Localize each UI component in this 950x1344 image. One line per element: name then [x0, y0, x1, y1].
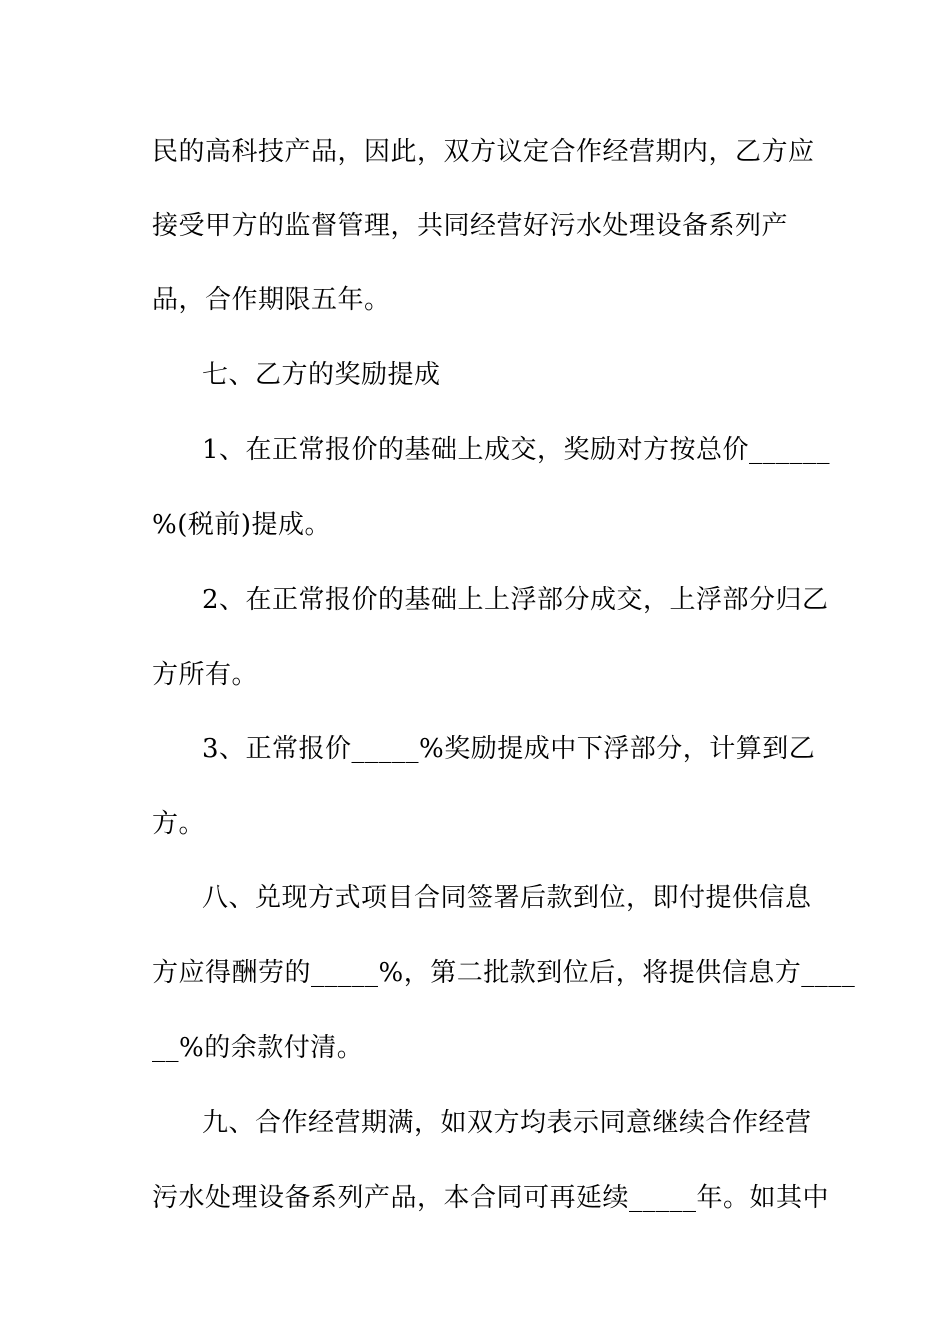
paragraph-line-9: 3、正常报价_____%奖励提成中下浮部分，计算到乙	[202, 734, 816, 764]
paragraph-line-15: 污水处理设备系列产品，本合同可再延续_____年。如其中	[152, 1183, 830, 1213]
paragraph-line-7: 2、在正常报价的基础上上浮部分成交，上浮部分归乙	[202, 585, 829, 615]
paragraph-line-1: 民的高科技产品，因此，双方议定合作经营期内，乙方应	[152, 137, 815, 167]
paragraph-line-13: __%的余款付清。	[152, 1033, 364, 1063]
paragraph-line-6: %(税前)提成。	[152, 510, 331, 540]
paragraph-line-12: 方应得酬劳的_____%，第二批款到位后，将提供信息方____	[152, 958, 856, 988]
section-heading-9: 九、合作经营期满，如双方均表示同意继续合作经营	[202, 1108, 812, 1138]
paragraph-line-8: 方所有。	[152, 660, 259, 690]
paragraph-line-10: 方。	[152, 809, 206, 839]
paragraph-line-2: 接受甲方的监督管理，共同经营好污水处理设备系列产	[152, 211, 789, 241]
section-heading-7: 七、乙方的奖励提成	[202, 360, 441, 390]
section-heading-8: 八、兑现方式项目合同签署后款到位，即付提供信息	[202, 883, 812, 913]
paragraph-line-5: 1、在正常报价的基础上成交，奖励对方按总价______	[202, 435, 831, 465]
paragraph-line-3: 品，合作期限五年。	[152, 285, 391, 315]
